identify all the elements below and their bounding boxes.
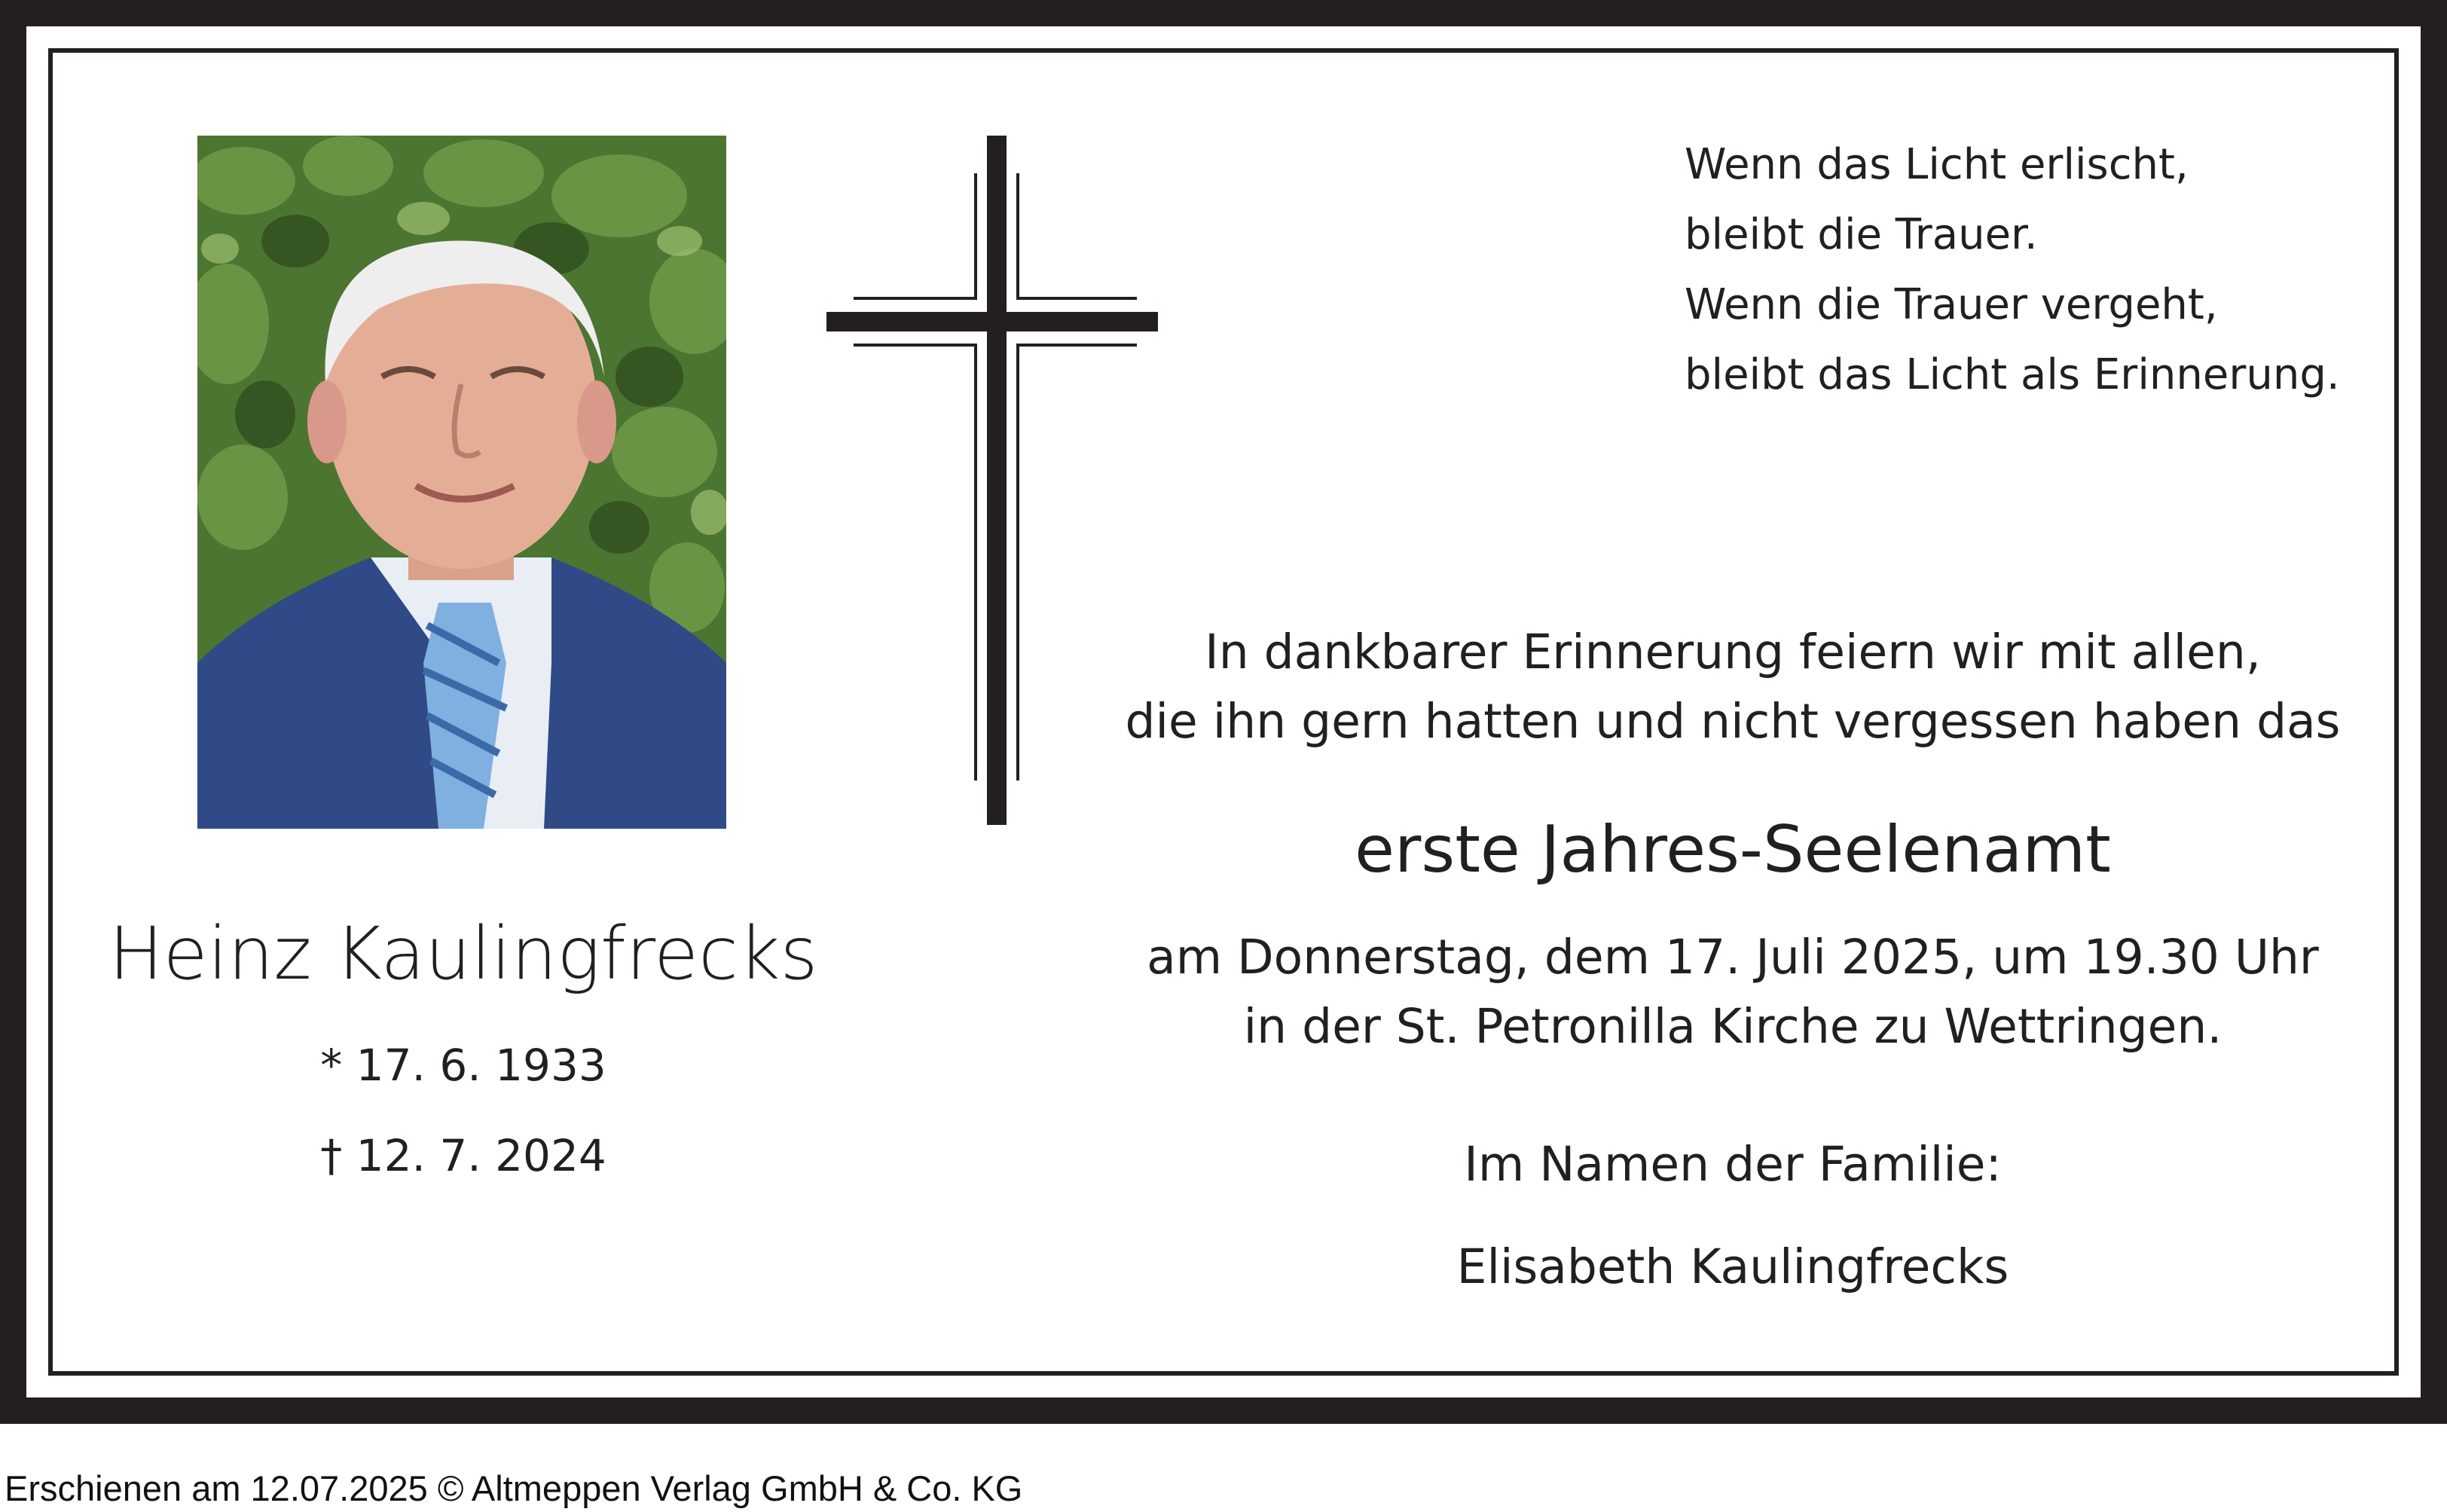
intro-line: die ihn gern hatten und nicht vergessen haben das <box>1125 694 2341 749</box>
service-details-line: in der St. Petronilla Kirche zu Wettringen. <box>1243 999 2222 1054</box>
poem-line: bleibt das Licht als Erinnerung. <box>1685 350 2340 399</box>
poem-line: Wenn das Licht erlischt, <box>1685 140 2189 189</box>
publication-footer: Erschienen am 12.07.2025 © Altmeppen Verlag GmbH & Co. KG <box>5 1468 1023 1508</box>
service-title: erste Jahres-Seelenamt <box>1355 812 2111 887</box>
poem-line: bleibt die Trauer. <box>1685 210 2038 259</box>
intro-line: In dankbarer Erinnerung feiern wir mit allen, <box>1205 625 2261 680</box>
family-label: Im Namen der Familie: <box>1464 1137 2002 1192</box>
birth-date: * 17. 6. 1933 <box>320 1040 606 1091</box>
intro-text <box>1115 618 2351 756</box>
portrait-photo <box>197 136 726 829</box>
family-name: Elisabeth Kaulingfrecks <box>1456 1239 2009 1294</box>
poem <box>1685 130 2363 410</box>
service-details <box>1115 923 2351 1061</box>
cross-icon <box>826 136 1158 825</box>
poem-line: Wenn die Trauer vergeht, <box>1685 280 2218 329</box>
death-date: † 12. 7. 2024 <box>320 1130 606 1181</box>
service-details-line: am Donnerstag, dem 17. Juli 2025, um 19.30 Uhr <box>1147 930 2319 985</box>
deceased-name: Heinz Kaulingfrecks <box>108 912 818 996</box>
